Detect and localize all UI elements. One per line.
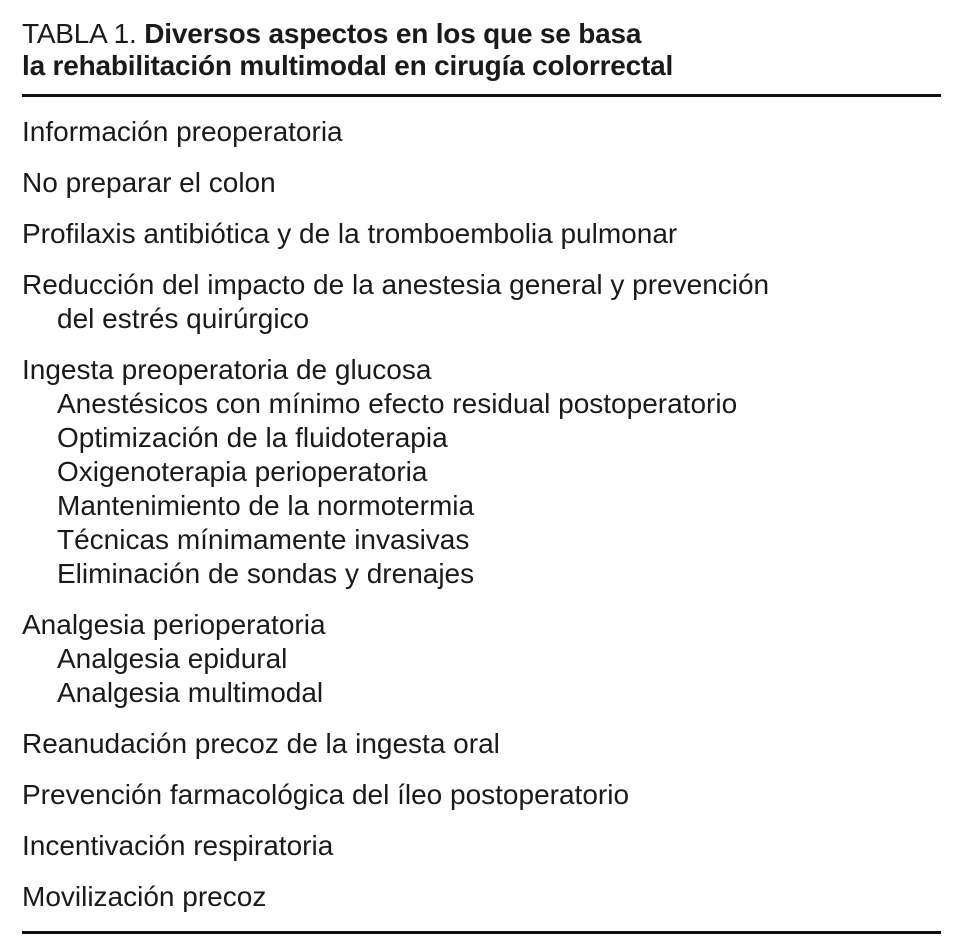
table-caption — [22, 18, 941, 94]
row-group — [22, 608, 941, 710]
table-label: TABLA 1. — [22, 18, 137, 49]
row-item: Información preoperatoria — [22, 116, 343, 147]
row-group — [22, 727, 941, 761]
row-group — [22, 166, 941, 200]
bottom-rule — [22, 931, 941, 934]
row-item: Incentivación respiratoria — [22, 830, 334, 861]
sub-item: Oxigenoterapia perioperatoria — [57, 456, 428, 487]
table-title-line-1: Diversos aspectos en los que se basa — [144, 18, 642, 49]
row-group — [22, 353, 941, 591]
sub-item: Técnicas mínimamente invasivas — [57, 524, 470, 555]
sub-item: Optimización de la fluidoterapia — [57, 422, 448, 453]
row-group — [22, 778, 941, 812]
row-item-continuation: del estrés quirúrgico — [57, 303, 310, 334]
row-item: Profilaxis antibiótica y de la tromboembolia pulmonar — [22, 218, 678, 249]
sub-item: Analgesia multimodal — [57, 677, 324, 708]
row-item: Reducción del impacto de la anestesia general y prevención — [22, 269, 770, 300]
row-item: Reanudación precoz de la ingesta oral — [22, 728, 500, 759]
table-container — [22, 18, 941, 931]
row-group — [22, 268, 941, 336]
sub-item: Eliminación de sondas y drenajes — [57, 558, 475, 589]
sub-item: Analgesia epidural — [57, 643, 288, 674]
row-item: Prevención farmacológica del íleo postoperatorio — [22, 779, 630, 810]
row-item: Movilización precoz — [22, 881, 267, 912]
row-group — [22, 217, 941, 251]
row-item: Analgesia perioperatoria — [22, 609, 326, 640]
caption-line-1 — [22, 18, 941, 50]
sub-item: Mantenimiento de la normotermia — [57, 490, 475, 521]
row-item: No preparar el colon — [22, 167, 276, 198]
row-group — [22, 115, 941, 149]
table-title-line-2: la rehabilitación multimodal en cirugía colorrectal — [22, 50, 674, 81]
sub-item: Anestésicos con mínimo efecto residual postoperatorio — [57, 388, 738, 419]
row-group — [22, 880, 941, 914]
row-group — [22, 829, 941, 863]
row-item: Ingesta preoperatoria de glucosa — [22, 354, 432, 385]
table-body — [22, 97, 941, 914]
